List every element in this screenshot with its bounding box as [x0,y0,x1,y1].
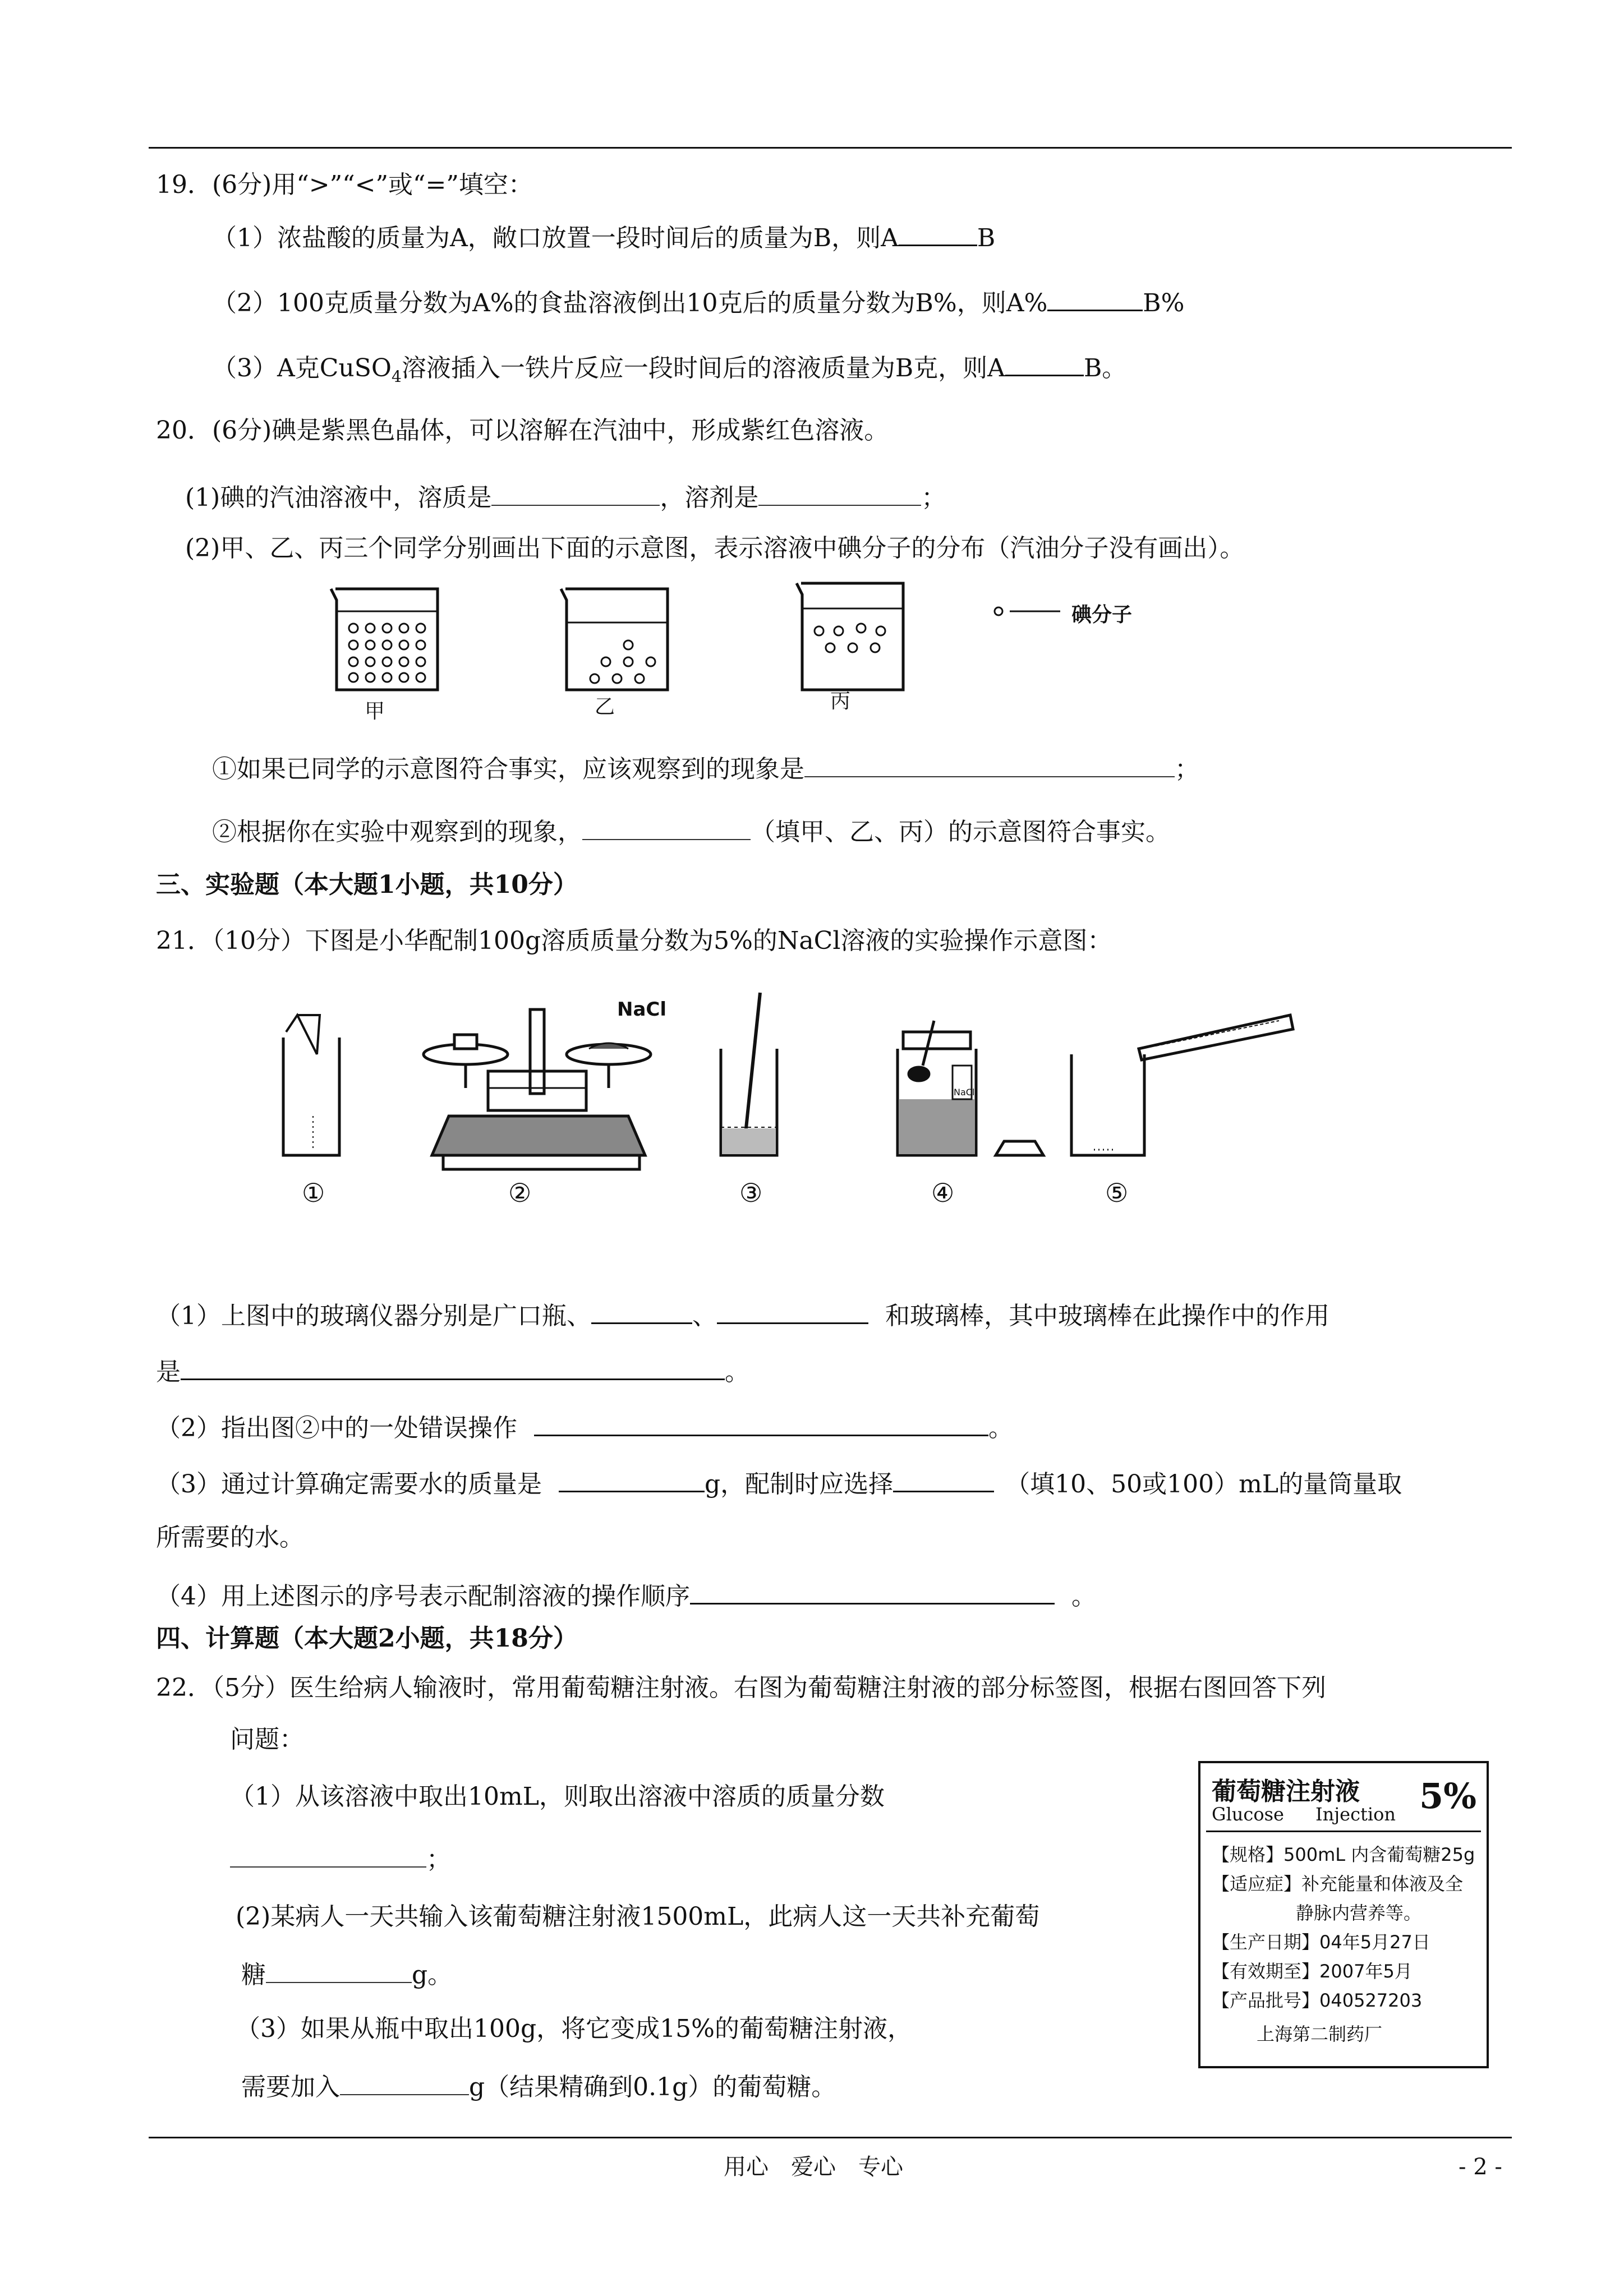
beaker-label-bing: 丙 [830,690,851,713]
q22-blank-add-glucose[interactable] [340,2069,469,2095]
section3-heading: 三、实验题（本大题1小题，共10分） [156,870,578,899]
q19-blank2[interactable] [1047,285,1143,311]
q21-blank-cylinder[interactable] [893,1466,994,1492]
q21-part2-text: （2）指出图②中的一处错误操作 [156,1414,517,1442]
balance-nacl-label: NaCl [617,998,667,1021]
q22-part2-end: g。 [412,1961,453,1989]
q21-part3-cont: 所需要的水。 [156,1523,304,1552]
label-batch: 【产品批号】040527203 [1212,1990,1423,2011]
step-number-2: ② [508,1178,532,1208]
q21-part1-mid: 和玻璃棒，其中玻璃棒在此操作中的作用 [885,1302,1329,1330]
label-indication-cont: 静脉内营养等。 [1296,1902,1422,1924]
glucose-injection-label [1198,1761,1489,2068]
q22-part3-text: 需要加入 [241,2073,340,2101]
molecules-yi [590,640,655,683]
q20-sub2 [212,814,1170,848]
jar-nacl-label: NaCl [954,1087,975,1098]
q21-part1 [156,1298,1329,1332]
header-rule [149,147,1512,149]
q19-part2 [212,285,1184,319]
q19-part2-text: （2）100克质量分数为A%的食盐溶液倒出10克后的质量分数为B%，则A% [212,289,1048,317]
q19-blank1[interactable] [899,220,977,246]
q19-part3-text: （3）A克CuSO [212,354,392,382]
q22-part3-cont [241,2069,836,2103]
q20-blank-observation[interactable] [804,751,1175,777]
q21-title: 21．（10分）下图是小华配制100g溶质质量分数为5%的NaCl溶液的实验操作示意图： [156,926,1112,955]
q21-part1-sep: 、 [692,1302,717,1330]
footer-rule [149,2137,1512,2138]
q22-part1-answer [230,1842,451,1875]
q21-blank-rod-role[interactable] [181,1354,725,1380]
q22-part1-end: ； [426,1845,451,1874]
q20-blank-solute[interactable] [491,480,660,506]
q20-sub1 [212,751,1199,785]
molecules-bing [815,624,885,652]
q21-blank-error[interactable] [534,1410,988,1436]
label-english-2: Injection [1315,1804,1396,1825]
q22-part3-end: g（结果精确到0.1g）的葡萄糖。 [469,2073,836,2101]
q20-part1-end: ； [921,483,946,512]
section4-heading: 四、计算题（本大题2小题，共18分） [156,1624,578,1653]
q21-part4-end: 。 [1071,1582,1096,1611]
step5-beaker [1071,1015,1293,1155]
q22-title: 22．（5分）医生给病人输液时，常用葡萄糖注射液。右图为葡萄糖注射液的部分标签图，根据右图回答下列 [156,1673,1326,1702]
label-maker: 上海第二制药厂 [1257,2023,1383,2045]
q21-blank-apparatus1[interactable] [591,1298,692,1324]
q22-part2-cont [241,1957,452,1991]
q20-sub1-text: ①如果已同学的示意图符合事实，应该观察到的现象是 [212,755,804,783]
legend-label: 碘分子 [1071,603,1133,626]
q22-blank-fraction[interactable] [230,1842,426,1868]
page-number: - 2 - [1459,2154,1502,2180]
q21-part2 [156,1410,1013,1444]
q22-blank-glucose-mass[interactable] [266,1957,412,1983]
q19-part3-end: B。 [1083,354,1127,382]
q20-blank-solvent[interactable] [758,480,921,506]
step3-beaker [721,993,777,1155]
q22-part3: （3）如果从瓶中取出100g，将它变成15%的葡萄糖注射液， [236,2014,912,2043]
q19-part1-end: B [977,224,996,252]
step-number-4: ④ [931,1178,955,1208]
q20-part1-text: (1)碘的汽油溶液中，溶质是 [185,483,492,512]
q22-part2-tang: 糖 [241,1961,266,1989]
legend-molecule [995,607,1060,615]
beaker-label-jia: 甲 [365,700,385,723]
label-divider [1206,1831,1481,1832]
step-number-1: ① [302,1178,325,1208]
q21-part4-text: （4）用上述图示的序号表示配制溶液的操作顺序 [156,1582,690,1611]
label-percent: 5% [1419,1776,1477,1816]
q21-part3-end: （填10、50或100）mL的量筒量取 [1005,1470,1402,1499]
q20-sub2-end: （填甲、乙、丙）的示意图符合事实。 [751,818,1170,846]
q21-part2-end: 。 [988,1414,1013,1442]
q20-part2: (2)甲、乙、丙三个同学分别画出下面的示意图，表示溶液中碘分子的分布（汽油分子没有画出）。 [185,534,1245,563]
footer-motto: 用心 爱心 专心 [724,2154,903,2180]
q20-sub2-text: ②根据你在实验中观察到的现象， [212,818,582,846]
q22-title2: 问题： [230,1725,304,1754]
q19-part3-text2: 溶液插入一铁片反应一段时间后的溶液质量为B克，则A [401,354,1005,382]
q19-blank3[interactable] [1005,350,1084,376]
q21-part3-mid: g，配制时应选择 [705,1470,894,1499]
q21-part3-text: （3）通过计算确定需要水的质量是 [156,1470,542,1499]
q20-part1 [185,480,946,514]
label-indication: 【适应症】补充能量和体液及全 [1212,1873,1464,1894]
q21-part1-end: 。 [725,1358,749,1386]
nacl-procedure-figure [264,976,1307,1223]
q21-blank-order[interactable] [690,1578,1055,1605]
label-spec: 【规格】500mL 内含葡萄糖25g [1212,1844,1475,1865]
q22-part2: (2)某病人一天共输入该葡萄糖注射液1500mL，此病人这一天共补充葡萄 [236,1902,1040,1931]
label-english-1: Glucose [1212,1804,1284,1825]
q21-part1-cont [156,1354,749,1388]
label-expiry: 【有效期至】2007年5月 [1212,1961,1413,1982]
q21-blank-apparatus2[interactable] [717,1298,868,1324]
q21-blank-water-mass[interactable] [559,1466,705,1492]
q20-sub1-end: ； [1175,755,1199,783]
step2-balance [424,1009,651,1169]
q21-part4 [156,1578,1096,1612]
label-production-date: 【生产日期】04年5月27日 [1212,1931,1430,1953]
beaker-bing [797,583,903,690]
q19-part3 [212,350,1126,393]
beaker-label-yi: 乙 [595,695,615,718]
step1-beaker [283,1015,339,1155]
step-number-3: ③ [739,1178,763,1208]
q22-part1: （1）从该溶液中取出10mL，则取出溶液中溶质的质量分数 [230,1782,885,1811]
q21-part1-shi: 是 [156,1358,181,1386]
q19-part1-text: （1）浓盐酸的质量为A，敞口放置一段时间后的质量为B，则A [212,224,899,252]
label-title: 葡萄糖注射液 [1212,1777,1360,1806]
q20-part1-mid: ，溶剂是 [660,483,759,512]
step-number-5: ⑤ [1105,1178,1129,1208]
q21-part1-text: （1）上图中的玻璃仪器分别是广口瓶、 [156,1302,591,1330]
q20-blank-which[interactable] [582,814,751,840]
q19-subscript: 4 [392,367,402,386]
q19-part2-end: B% [1143,289,1185,317]
q19-title: 19．(6分)用“>”“<”或“=”填空： [156,170,533,199]
molecules-jia [349,624,425,682]
q21-part3 [156,1466,1402,1500]
q19-part1 [212,220,995,254]
q20-title: 20．(6分)碘是紫黑色晶体，可以溶解在汽油中，形成紫红色溶液。 [156,416,889,445]
